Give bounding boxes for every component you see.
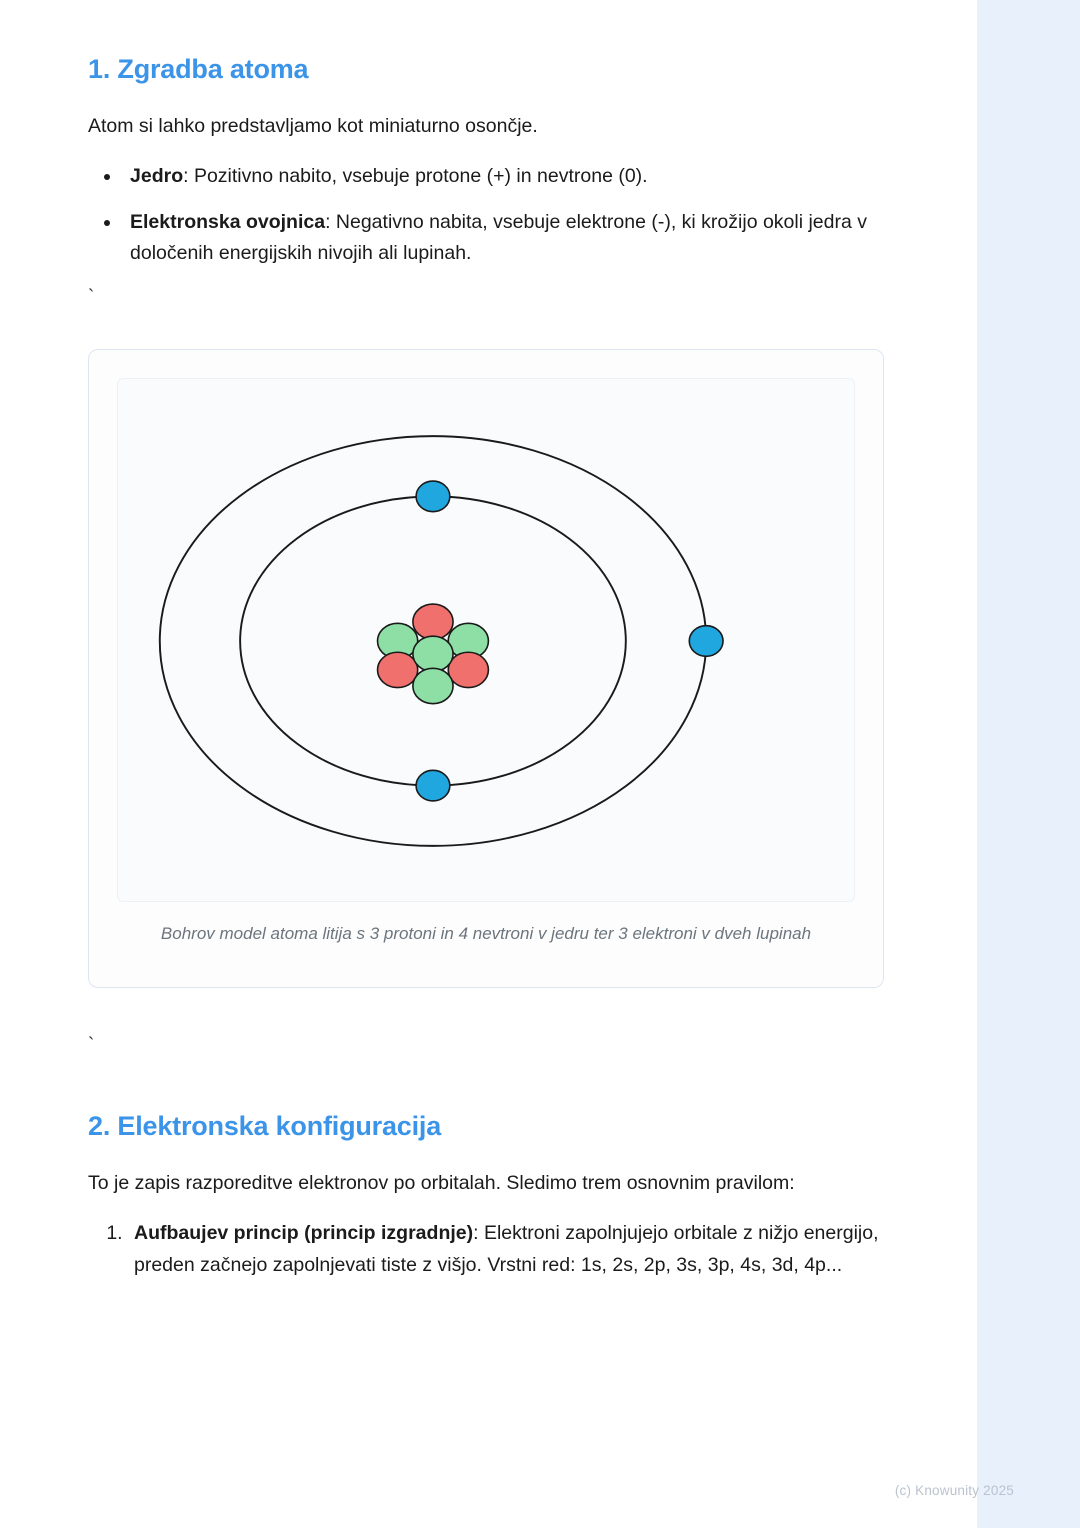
figure-card (88, 349, 884, 988)
item-text: : Elektroni zapolnjujejo orbitale z nižjo energijo, preden začnejo zapolnjevati tiste z višjo. Vrstni red: 1s, 2s, 2p, 3s, 3p, 4s, 3d, 4p... (134, 1222, 879, 1276)
watermark: (c) Knowunity 2025 (894, 1483, 1014, 1498)
section-2-intro: To je zapis razporeditve elektronov po orbitalah. Sledimo trem osnovnim pravilom: (88, 1172, 795, 1195)
bullet-text: : Negativno nabita, vsebuje elektrone (-), ki krožijo okoli jedra v določenih energijskih nivojih ali lupinah. (130, 210, 868, 265)
section-1-intro: Atom si lahko predstavljamo kot miniaturno osončje. (88, 115, 538, 137)
scrollbar-gutter (972, 0, 977, 1528)
list-item (128, 1218, 884, 1281)
list-item (122, 207, 884, 270)
bullet-text: : Pozitivno nabito, vsebuje protone (+) in nevtrone (0). (183, 165, 648, 188)
bullet-term: Jedro (130, 165, 184, 188)
list-item (122, 161, 884, 193)
section-title-2: 2. Elektronska konfiguracija (88, 1111, 442, 1142)
figure-caption: Bohrov model atoma litija s 3 protoni in 4 nevtroni v jedru ter 3 elektroni v dveh lupinah (160, 923, 812, 943)
section-1-bullet-list (88, 161, 884, 270)
code-marker-bottom: ` (88, 1035, 95, 1057)
item-term: Aufbaujev princip (princip izgradnje) (134, 1222, 474, 1245)
bohr-atom-model (117, 378, 855, 902)
bullet-term: Elektronska ovojnica (130, 210, 326, 233)
scrollbar-track[interactable] (972, 0, 1080, 1528)
section-title-1: 1. Zgradba atoma (88, 54, 309, 84)
section-2-numbered-list (88, 1218, 884, 1281)
code-marker-top: ` (88, 286, 95, 308)
